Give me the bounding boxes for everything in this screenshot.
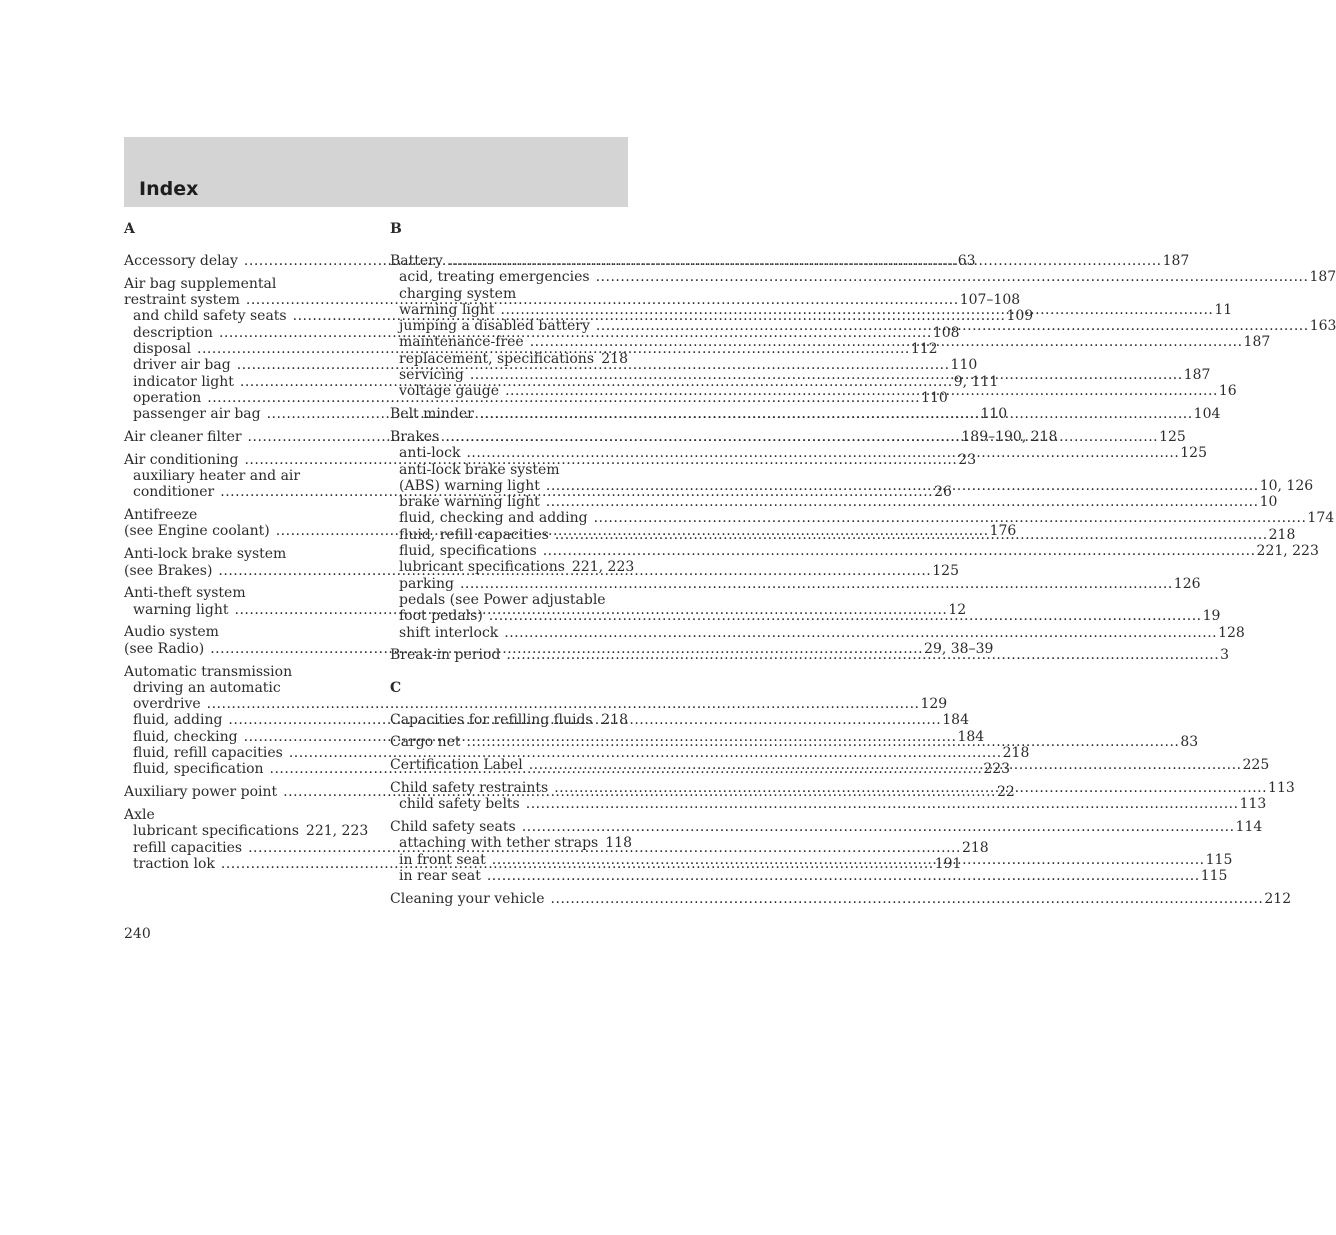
entry-text: Antifreeze [124, 507, 198, 524]
page-reference: 110 [950, 357, 978, 374]
entry-text: anti-lock brake system [399, 461, 560, 478]
page-reference: 218 [961, 839, 989, 856]
entry-text: (ABS) warning light [399, 477, 540, 494]
index-subentry [390, 477, 1314, 494]
entry-text: lubricant specifications [133, 823, 299, 840]
entry-text: in front seat [399, 851, 486, 868]
page-reference: 191 [934, 855, 962, 872]
page-reference: 189–190, 218 [961, 428, 1058, 445]
dot-leader [487, 868, 1200, 884]
page-reference: 29, 38–39 [924, 640, 994, 657]
page-reference: 187 [1162, 253, 1190, 269]
entry-text: Child safety restraints [390, 780, 549, 797]
index-entry [390, 890, 1292, 907]
dot-leader [529, 757, 1242, 773]
dot-leader [505, 383, 1218, 399]
index-subentry [390, 624, 1245, 641]
index-subentry [390, 543, 1319, 560]
page-reference: 26 [934, 484, 952, 501]
index-subentry [390, 835, 632, 852]
entry-text: warning light [399, 301, 495, 318]
page-reference: 212 [1264, 890, 1292, 907]
page-reference: 218 [601, 711, 628, 728]
entry-text: restraint system [124, 292, 240, 309]
entry-text: fluid, specifications [399, 543, 537, 560]
section-letter: A [124, 221, 135, 237]
section-letter: B [390, 221, 402, 237]
dot-leader [596, 318, 1309, 334]
page-reference: 223 [983, 761, 1011, 778]
dot-leader [526, 796, 1239, 812]
dot-leader [522, 819, 1235, 835]
page-reference: 218 [601, 350, 628, 367]
entry-text: Anti-theft system [124, 585, 246, 602]
page-reference: 104 [1193, 406, 1221, 423]
page-reference: 110 [921, 389, 948, 406]
index-subentry [390, 559, 635, 576]
page-reference: 125 [1180, 445, 1207, 462]
page-reference: 118 [605, 835, 632, 852]
index-subentry [390, 575, 1201, 592]
page-reference: 125 [1159, 428, 1186, 445]
page-reference: 23 [958, 451, 977, 468]
page-reference: 187 [1183, 367, 1211, 384]
index-subentry [124, 823, 369, 840]
index-subentry [390, 286, 628, 302]
dot-leader [555, 527, 1268, 543]
dot-leader [449, 253, 1162, 269]
entry-text: lubricant specifications [399, 559, 565, 576]
dot-leader [546, 494, 1259, 510]
page-reference: 113 [1268, 780, 1295, 797]
entry-text: fluid, checking and adding [399, 510, 588, 527]
dot-leader [596, 269, 1309, 285]
dot-leader [504, 625, 1217, 641]
page-reference: 22 [997, 784, 1015, 801]
entry-text: auxiliary heater and air [133, 468, 301, 485]
entry-text: Air cleaner filter [124, 428, 242, 445]
entry-text: fluid, adding [133, 712, 223, 729]
entry-text: shift interlock [399, 624, 499, 641]
entry-text: (see Radio) [124, 640, 205, 657]
entry-text: Anti-lock brake system [124, 546, 287, 563]
page-reference: 126 [1173, 575, 1201, 592]
entry-text: pedals (see Power adjustable [399, 591, 606, 608]
entry-text: brake warning light [399, 494, 540, 511]
index-entry-line [390, 819, 1263, 836]
entry-text: traction lok [133, 855, 215, 872]
entry-text: foot pedals) [399, 608, 483, 625]
page-reference: 115 [1200, 868, 1228, 884]
page-reference: 163 [1309, 318, 1336, 335]
page-reference: 184 [942, 712, 969, 729]
entry-text: Cleaning your vehicle [390, 890, 545, 907]
entry-text: servicing [399, 367, 464, 384]
entry-text: Axle [124, 806, 155, 823]
page-reference: 3 [1220, 647, 1230, 664]
page-reference: 112 [910, 340, 938, 357]
section-letter: C [390, 679, 402, 696]
entry-text: parking [399, 575, 454, 592]
entry-text: Auxiliary power point [124, 784, 278, 801]
page-reference: 63 [957, 253, 976, 269]
dot-leader [594, 510, 1307, 526]
entry-text: driver air bag [133, 357, 231, 374]
page-reference: 114 [1235, 819, 1263, 836]
page-reference: 221, 223 [1256, 543, 1319, 560]
entry-text: Accessory delay [124, 253, 238, 269]
dot-leader [492, 852, 1205, 868]
page-reference: 107–108 [959, 292, 1021, 309]
page-reference: 108 [932, 324, 960, 341]
page-reference: 221, 223 [305, 823, 369, 840]
page-reference: 16 [1218, 383, 1237, 400]
index-subentry [390, 868, 1228, 884]
index-subentry [390, 510, 1335, 527]
entry-text: description [133, 324, 213, 341]
dot-leader [551, 891, 1264, 907]
page-reference: 113 [1239, 796, 1267, 813]
dot-leader [543, 543, 1256, 559]
index-entry-line [390, 890, 1292, 907]
entry-text: overdrive [133, 696, 201, 713]
dot-leader [530, 334, 1243, 350]
index-entry-line [390, 712, 628, 728]
entry-text: child safety belts [399, 796, 520, 813]
page-reference: 128 [1218, 624, 1245, 641]
entry-text: voltage gauge [399, 383, 500, 400]
entry-text: driving an automatic [133, 679, 281, 696]
index-entry-line [124, 546, 362, 562]
entry-text: conditioner [133, 484, 215, 501]
dot-leader [460, 576, 1173, 592]
page-reference: 225 [1242, 757, 1270, 774]
page-reference: 221, 223 [571, 559, 635, 576]
entry-text: Break-in period [390, 647, 501, 664]
page-reference: 115 [1205, 851, 1233, 868]
page-reference: 125 [932, 562, 959, 579]
page-reference: 218 [1002, 745, 1030, 762]
entry-text: attaching with tether straps [399, 835, 599, 852]
dot-leader [506, 647, 1219, 663]
index-entry-line [124, 507, 362, 523]
page-reference: 174 [1307, 510, 1335, 527]
entry-text: acid, treating emergencies [399, 269, 590, 286]
entry-text: (see Engine coolant) [124, 523, 270, 540]
dot-leader [467, 734, 1180, 750]
dot-leader [501, 302, 1214, 318]
page-reference: 12 [948, 601, 967, 618]
index-subentry [124, 696, 948, 713]
dot-leader [489, 608, 1202, 624]
page-reference: 187 [1243, 334, 1271, 351]
entry-text: replacement, specifications [399, 350, 595, 367]
page-reference: 218 [1268, 526, 1296, 543]
entry-text: fluid, specification [133, 761, 264, 778]
entry-text: (see Brakes) [124, 562, 213, 579]
page-reference: 10 [1259, 494, 1278, 511]
entry-text: fluid, refill capacities [399, 526, 549, 543]
entry-text: and child safety seats [133, 308, 287, 325]
index-subentry [390, 351, 628, 367]
entry-text: Automatic transmission [124, 663, 293, 680]
page-reference: 109 [1006, 308, 1034, 325]
entry-text: anti-lock [399, 445, 461, 462]
entry-text: indicator light [133, 373, 234, 390]
entry-text: Battery [390, 253, 443, 269]
index-entry-line [124, 276, 362, 292]
entry-text: Capacities for refilling fluids [390, 711, 593, 728]
dot-leader [466, 445, 1179, 461]
index-entry-line [124, 807, 362, 823]
index-entry-line [124, 624, 362, 640]
page-title: Index [139, 178, 199, 200]
entry-text: charging system [399, 285, 517, 302]
page-reference: 10, 126 [1259, 477, 1314, 494]
entry-text: Child safety seats [390, 819, 516, 836]
entry-text: Certification Label [390, 757, 523, 774]
entry-text: refill capacities [133, 839, 243, 856]
entry-text: operation [133, 389, 202, 406]
page-number: 240 [124, 926, 151, 942]
page-reference: 19 [1202, 608, 1221, 625]
page-reference: 9, 111 [953, 373, 999, 390]
entry-text: maintenance-free [399, 334, 524, 351]
entry-text: Audio system [124, 624, 219, 641]
index-subentry [390, 494, 1278, 511]
entry-text: Brakes [390, 428, 440, 445]
entry-text: Air bag supplemental [124, 275, 277, 292]
index-subentry [390, 462, 628, 478]
page-reference: 110 [980, 406, 1008, 423]
index-subentry [390, 592, 628, 608]
entry-text: in rear seat [399, 868, 481, 884]
index-subentry [390, 796, 1267, 813]
index-subentry [124, 745, 1030, 762]
dot-leader [599, 712, 601, 728]
entry-text: fluid, checking [133, 728, 238, 745]
page-reference: 176 [989, 523, 1017, 540]
dot-leader [480, 406, 1193, 422]
index-entry [390, 712, 628, 728]
dot-leader [546, 478, 1259, 494]
page-reference: 83 [1180, 734, 1199, 751]
page-reference: 11 [1214, 301, 1233, 318]
entry-text: warning light [133, 601, 229, 618]
index-header-bar [124, 137, 628, 207]
dot-leader [445, 429, 1158, 445]
page-reference: 184 [957, 728, 985, 745]
entry-text: Cargo net [390, 734, 461, 751]
dot-leader [470, 367, 1183, 383]
page-reference: 187 [1309, 269, 1336, 286]
page-reference: 129 [920, 696, 948, 713]
index-subentry [124, 468, 362, 484]
entry-text: jumping a disabled battery [399, 318, 590, 335]
index-entry-line [124, 585, 362, 601]
entry-text: Air conditioning [124, 451, 239, 468]
dot-leader [554, 780, 1267, 796]
entry-text: fluid, refill capacities [133, 745, 283, 762]
entry-text: Belt minder [390, 406, 474, 423]
entry-text: passenger air bag [133, 406, 261, 423]
index-subentry [124, 680, 362, 696]
index-subentry [390, 269, 1336, 286]
entry-text: disposal [133, 340, 192, 357]
index-entry-line [124, 664, 362, 680]
